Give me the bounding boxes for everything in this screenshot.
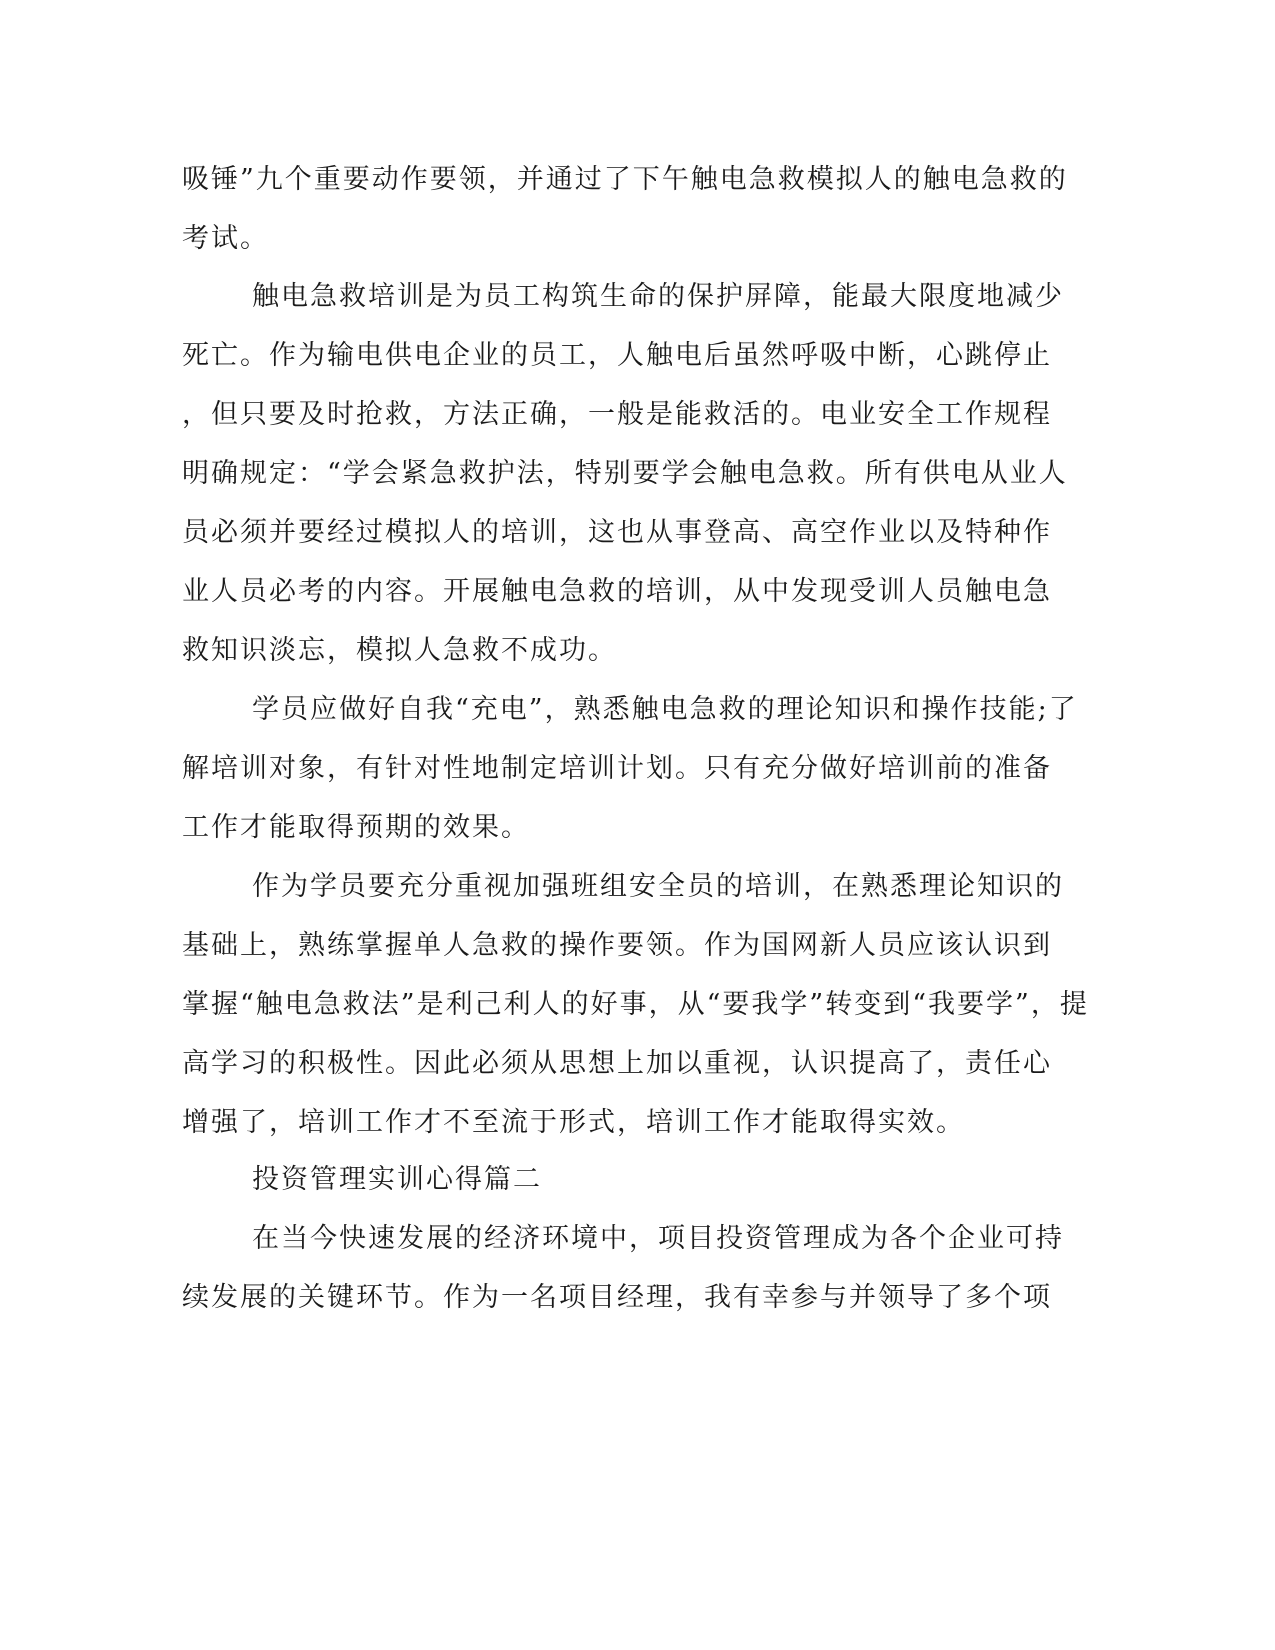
paragraph-line: 解培训对象，有针对性地制定培训计划。只有充分做好培训前的准备 [182, 753, 1052, 784]
paragraph-line: ，但只要及时抢救，方法正确，一般是能救活的。电业安全工作规程 [182, 399, 1052, 430]
paragraph-line: 死亡。作为输电供电企业的员工，人触电后虽然呼吸中断，心跳停止 [182, 340, 1052, 371]
paragraph-line: 作为学员要充分重视加强班组安全员的培训，在熟悉理论知识的 [252, 871, 1064, 902]
paragraph-line: 在当今快速发展的经济环境中，项目投资管理成为各个企业可持 [252, 1223, 1064, 1254]
paragraph-line: 员必须并要经过模拟人的培训，这也从事登高、高空作业以及特种作 [182, 517, 1052, 548]
paragraph-line: 学员应做好自我“充电”，熟悉触电急救的理论知识和操作技能;了 [252, 694, 1078, 725]
paragraph-line: 工作才能取得预期的效果。 [182, 812, 530, 843]
paragraph-line: 掌握“触电急救法”是利己利人的好事，从“要我学”转变到“我要学”，提 [182, 989, 1089, 1020]
paragraph-line: 救知识淡忘，模拟人急救不成功。 [182, 635, 617, 666]
paragraph-line: 续发展的关键环节。作为一名项目经理，我有幸参与并领导了多个项 [182, 1282, 1052, 1313]
paragraph-line: 业人员必考的内容。开展触电急救的培训，从中发现受训人员触电急 [182, 576, 1052, 607]
section-heading: 投资管理实训心得篇二 [252, 1164, 542, 1195]
paragraph-line: 明确规定：“学会紧急救护法，特别要学会触电急救。所有供电从业人 [182, 458, 1068, 489]
paragraph-line: 吸锤”九个重要动作要领，并通过了下午触电急救模拟人的触电急救的 [182, 164, 1068, 195]
paragraph-line: 触电急救培训是为员工构筑生命的保护屏障，能最大限度地减少 [252, 281, 1064, 312]
paragraph-line: 高学习的积极性。因此必须从思想上加以重视，认识提高了，责任心 [182, 1048, 1052, 1079]
paragraph-line: 增强了，培训工作才不至流于形式，培训工作才能取得实效。 [182, 1107, 965, 1138]
paragraph-line: 考试。 [182, 223, 269, 254]
paragraph-line: 基础上，熟练掌握单人急救的操作要领。作为国网新人员应该认识到 [182, 930, 1052, 961]
